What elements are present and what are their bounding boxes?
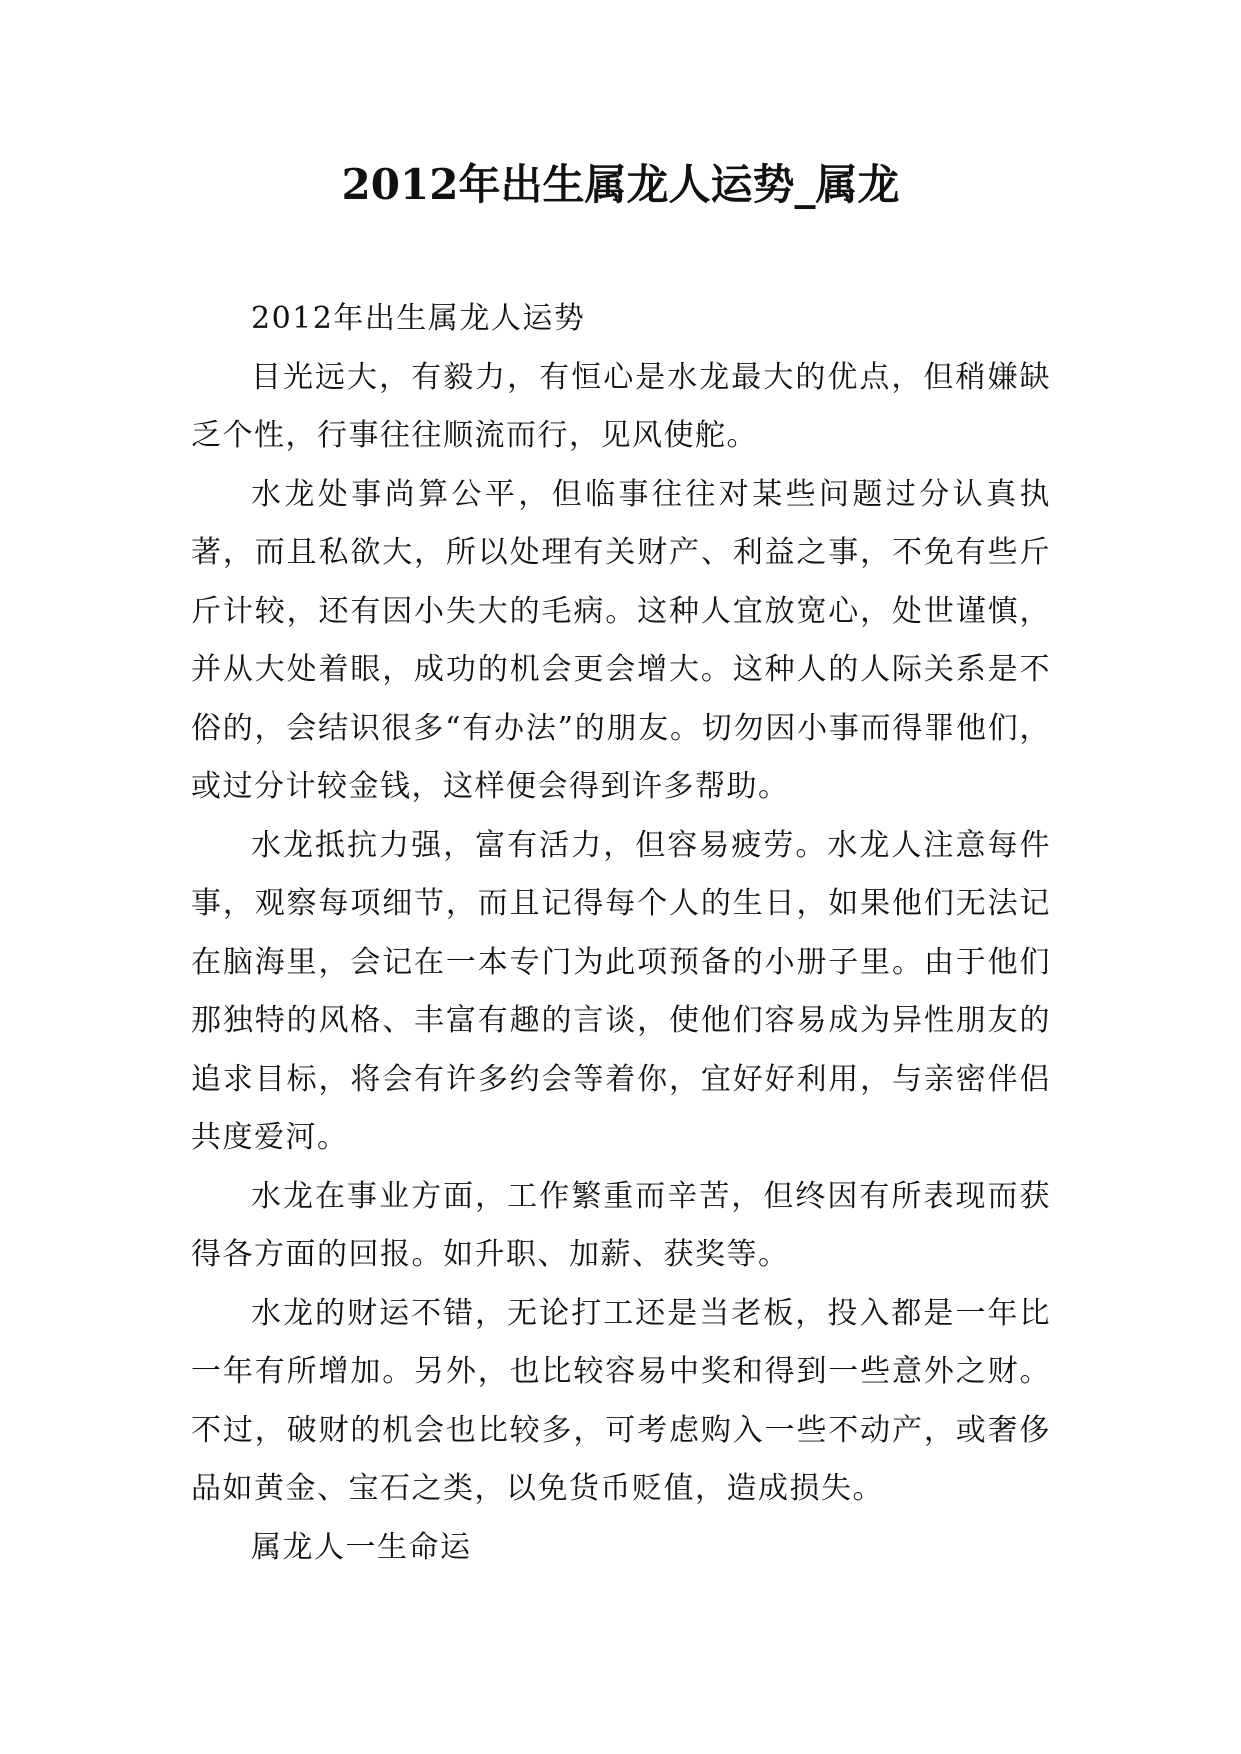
paragraph: 水龙抵抗力强，富有活力，但容易疲劳。水龙人注意每件事，观察每项细节，而且记得每个人的生日，如果他们无法记在脑海里，会记在一本专门为此项预备的小册子里。由于他们那独特的风格、丰富有趣的言谈，使他们容易成为异性朋友的追求目标，将会有许多约会等着你，宜好好利用，与亲密伴侣共度爱河。 bbox=[191, 827, 1051, 1155]
document-title: 2012年出生属龙人运势_属龙 bbox=[341, 160, 900, 209]
paragraph-heading-life-fortune: 属龙人一生命运 bbox=[251, 1529, 472, 1565]
paragraph-heading-2012-fortune: 2012年出生属龙人运势 bbox=[251, 301, 586, 336]
paragraph: 水龙处事尚算公平，但临事往往对某些问题过分认真执著，而且私欲大，所以处理有关财产、利益之事，不免有些斤斤计较，还有因小失大的毛病。这种人宜放宽心，处世谨慎，并从大处着眼，成功的机会更会增大。这种人的人际关系是不俗的，会结识很多“有办法”的朋友。切勿因小事而得罪他们，或过分计较金钱，这样便会得到许多帮助。 bbox=[191, 476, 1051, 804]
paragraph: 水龙的财运不错，无论打工还是当老板，投入都是一年比一年有所增加。另外，也比较容易中奖和得到一些意外之财。不过，破财的机会也比较多，可考虑购入一些不动产，或奢侈品如黄金、宝石之类，以免货币贬值，造成损失。 bbox=[191, 1295, 1051, 1506]
paragraph: 水龙在事业方面，工作繁重而辛苦，但终因有所表现而获得各方面的回报。如升职、加薪、获奖等。 bbox=[191, 1178, 1051, 1272]
paragraph: 目光远大，有毅力，有恒心是水龙最大的优点，但稍嫌缺乏个性，行事往往顺流而行，见风使舵。 bbox=[191, 359, 1051, 453]
document-body bbox=[191, 290, 1051, 1577]
